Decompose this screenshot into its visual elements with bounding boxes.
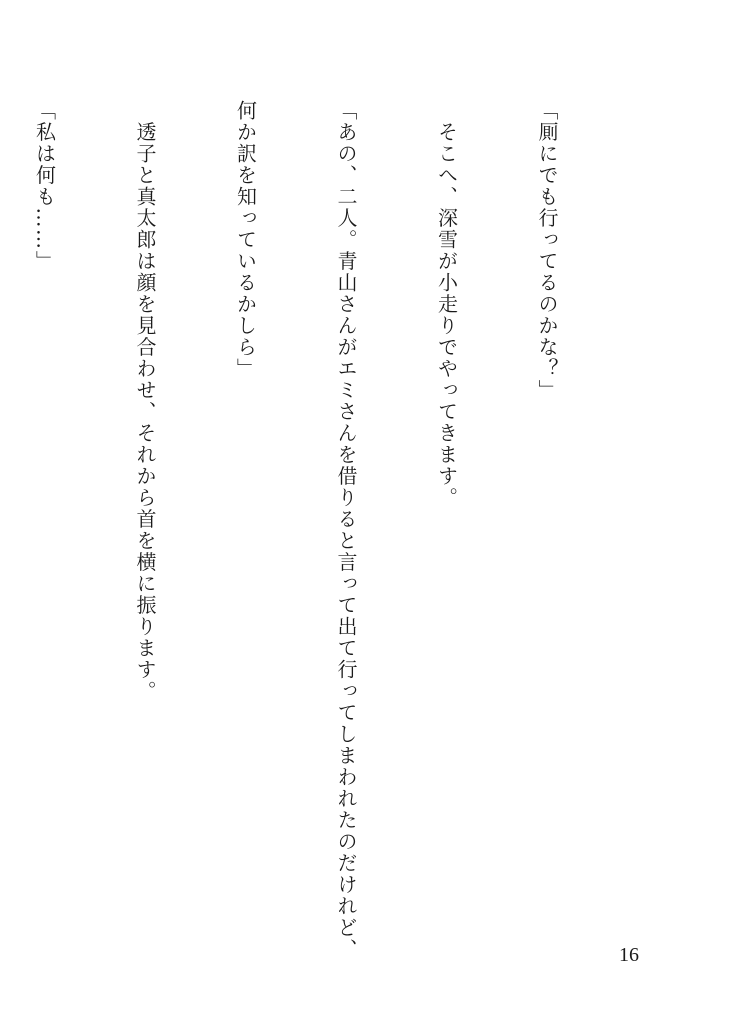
text-line: 「厠にでも行ってるのかな？」 — [535, 100, 559, 401]
vertical-text-block — [0, 100, 630, 960]
text-line: 何か訳を知っているかしら」 — [233, 100, 258, 380]
page-number: 16 — [619, 944, 639, 966]
text-line: 「私は何も……」 — [32, 100, 57, 272]
text-line: そこへ、深雪が小走りでやってきます。 — [434, 100, 459, 509]
text-line: 「あの、二人。青山さんがエミさんを借りると言って出て行ってしまわれたのだけれど、 — [334, 100, 358, 960]
text-line: 透子と真太郎は顔を見合わせ、それから首を横に振ります。 — [133, 100, 157, 702]
